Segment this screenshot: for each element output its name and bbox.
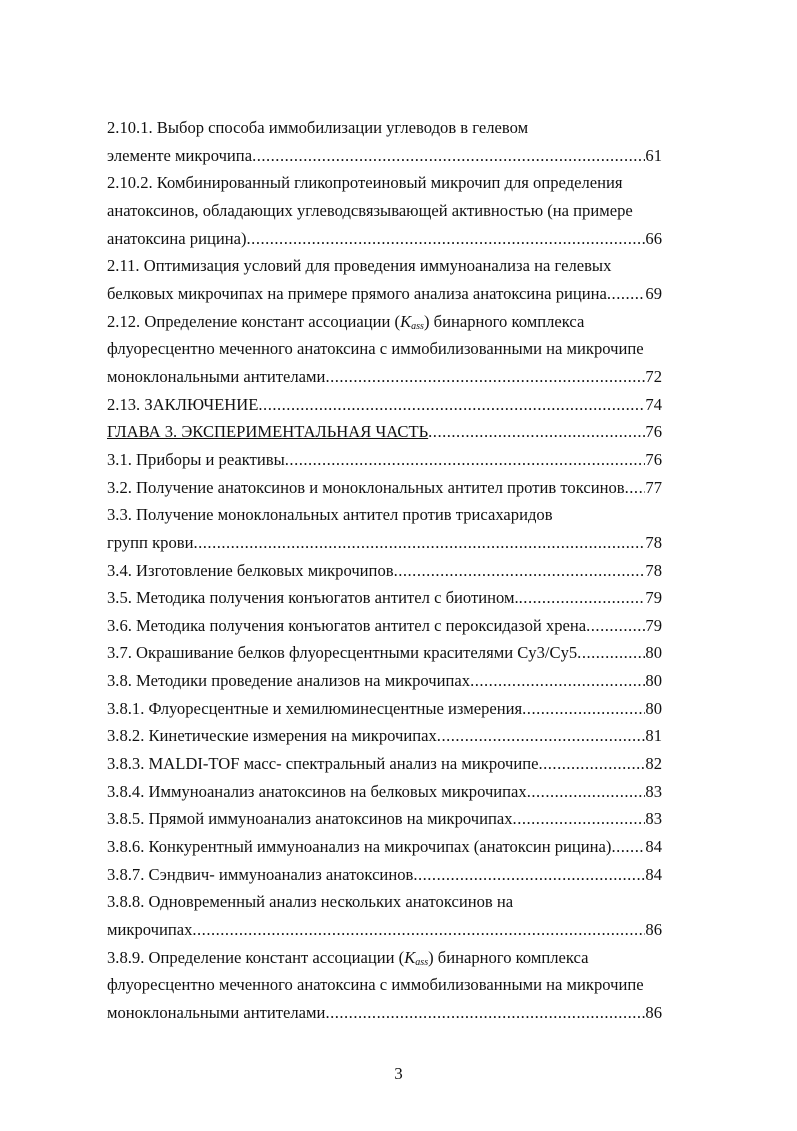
title-text: 3.8.9. Определение констант ассоциации ( — [107, 947, 405, 967]
toc-entry[interactable] — [107, 252, 662, 307]
toc-page-number: 76 — [645, 422, 662, 442]
toc-entry[interactable] — [107, 474, 662, 502]
toc-page-number: 66 — [645, 228, 662, 248]
toc-page-number: 80 — [645, 671, 662, 691]
toc-line — [107, 667, 662, 695]
toc-entry[interactable] — [107, 944, 662, 1027]
toc-entry[interactable] — [107, 722, 662, 750]
toc-page-number: 86 — [645, 920, 662, 940]
toc-page-number: 80 — [645, 698, 662, 718]
toc-line — [107, 612, 662, 640]
toc-entry-title: 3.6. Методика получения конъюгатов антител с пероксидазой хрена — [107, 615, 587, 635]
toc-entry-title: групп крови — [107, 532, 194, 552]
toc-page-number: 79 — [645, 615, 662, 635]
toc-page-number: 78 — [645, 560, 662, 580]
toc-entry-title: 3.8.8. Одновременный анализ нескольких анатоксинов на — [107, 892, 514, 912]
toc-entry-title: 3.1. Приборы и реактивы — [107, 449, 285, 469]
kass-subscript: ass — [415, 956, 429, 968]
kass-constant — [404, 948, 428, 967]
toc-line — [107, 474, 662, 502]
dot-leader — [577, 639, 645, 667]
toc-entry[interactable] — [107, 695, 662, 723]
toc-entry[interactable] — [107, 861, 662, 889]
dot-leader — [607, 280, 646, 308]
toc-line — [107, 971, 662, 999]
toc-line — [107, 833, 662, 861]
toc-entry[interactable] — [107, 612, 662, 640]
toc-entry[interactable] — [107, 557, 662, 585]
kass-subscript: ass — [411, 320, 424, 332]
toc-line — [107, 805, 662, 833]
toc-page-number: 74 — [645, 394, 662, 414]
dot-leader — [527, 778, 646, 806]
toc-entry-title: 3.8.6. Конкурентный иммуноанализ на микрочипах (анатоксин рицина) — [107, 837, 612, 857]
toc-line — [107, 888, 662, 916]
toc-line — [107, 999, 662, 1027]
toc-line — [107, 861, 662, 889]
title-text: ) бинарного комплекса — [428, 947, 589, 967]
toc-line — [107, 335, 662, 363]
toc-page-number: 77 — [645, 477, 662, 497]
toc-entry-title — [107, 944, 588, 972]
toc-entry-title: ГЛАВА 3. ЭКСПЕРИМЕНТАЛЬНАЯ ЧАСТЬ — [107, 422, 429, 442]
toc-entry[interactable] — [107, 446, 662, 474]
toc-line — [107, 363, 662, 391]
toc-entry-title: белковых микрочипах на примере прямого анализа анатоксина рицина — [107, 283, 607, 303]
dot-leader — [192, 916, 645, 944]
toc-line — [107, 446, 662, 474]
toc-page-number: 86 — [645, 1003, 662, 1022]
toc-line — [107, 142, 662, 170]
toc-page-number: 80 — [645, 643, 662, 663]
toc-entry[interactable] — [107, 667, 662, 695]
dot-leader — [394, 557, 646, 585]
dot-leader — [413, 861, 645, 889]
toc-page-number: 81 — [645, 726, 662, 746]
dot-leader — [325, 363, 645, 391]
kass-symbol: K — [400, 311, 412, 331]
toc-entry[interactable] — [107, 805, 662, 833]
toc-entry-title: 3.8.4. Иммуноанализ анатоксинов на белковых микрочипах — [107, 781, 527, 801]
toc-entry-title: 2.13. ЗАКЛЮЧЕНИЕ — [107, 394, 259, 414]
dot-leader — [252, 142, 645, 170]
toc-page-number: 72 — [645, 366, 662, 386]
toc-entry-title: 3.2. Получение анатоксинов и моноклональных антител против токсинов — [107, 477, 625, 497]
toc-entry-title: 3.7. Окрашивание белков флуоресцентными красителями Cy3/Cy5 — [107, 643, 578, 663]
toc-line — [107, 750, 662, 778]
toc-entry[interactable] — [107, 584, 662, 612]
toc-entry-title: 3.8. Методики проведение анализов на микрочипах — [107, 671, 471, 691]
toc-entry-title: анатоксина рицина) — [107, 228, 247, 248]
toc-line — [107, 252, 662, 280]
toc-page-number: 69 — [645, 283, 662, 303]
toc-line — [107, 501, 662, 529]
dot-leader — [519, 584, 646, 612]
toc-line — [107, 280, 662, 308]
toc-entry[interactable] — [107, 750, 662, 778]
toc-page-number: 78 — [645, 532, 662, 552]
toc-line — [107, 197, 662, 225]
dot-leader — [193, 529, 645, 557]
kass-symbol: K — [404, 947, 416, 967]
toc-entry[interactable] — [107, 888, 662, 943]
toc-line — [107, 308, 662, 336]
toc-entry-title: 3.8.3. MALDI-TOF масс- спектральный анализ на микрочипе — [107, 754, 539, 774]
toc-entry-title: моноклональными антителами — [107, 366, 326, 386]
toc-line — [107, 639, 662, 667]
dot-leader — [625, 474, 646, 502]
dot-leader — [325, 999, 645, 1027]
toc-line — [107, 916, 662, 944]
dot-leader — [470, 667, 645, 695]
toc-line — [107, 722, 662, 750]
toc-line — [107, 114, 662, 142]
toc-line — [107, 778, 662, 806]
toc-entry-title: 3.8.2. Кинетические измерения на микрочипах — [107, 726, 437, 746]
toc-line — [107, 225, 662, 253]
dot-leader — [258, 391, 645, 419]
toc-page-number: 76 — [645, 449, 662, 469]
dot-leader — [285, 446, 646, 474]
toc-entry-title: 3.3. Получение моноклональных антител против трисахаридов — [107, 505, 553, 525]
dot-leader — [538, 750, 645, 778]
toc-line — [107, 695, 662, 723]
toc-line — [107, 944, 662, 972]
dot-leader — [428, 418, 645, 446]
title-text: ) бинарного комплекса — [423, 311, 585, 331]
toc-line — [107, 418, 662, 446]
toc-line — [107, 557, 662, 585]
toc-entry-title: 2.10.1. Выбор способа иммобилизации углеводов в гелевом — [107, 118, 529, 137]
toc-page-number: 83 — [645, 809, 662, 829]
toc-line — [107, 169, 662, 197]
toc-entry-title: 3.4. Изготовление белковых микрочипов — [107, 560, 394, 580]
dot-leader — [513, 805, 646, 833]
toc-entry[interactable] — [107, 778, 662, 806]
toc-entry-title: элементе микрочипа — [107, 145, 253, 165]
dot-leader — [437, 722, 646, 750]
toc-page-number: 84 — [645, 837, 662, 857]
toc-entry[interactable] — [107, 391, 662, 419]
dot-leader — [247, 225, 646, 253]
toc-entry-title: моноклональными антителами — [107, 1003, 326, 1022]
toc-entry[interactable] — [107, 169, 662, 252]
dot-leader — [611, 833, 645, 861]
page-number: 3 — [394, 1064, 403, 1083]
toc-entry-title: анатоксинов, обладающих углеводсвязывающей активностью (на примере — [107, 200, 633, 220]
toc-entry-title: 2.11. Оптимизация условий для проведения иммуноанализа на гелевых — [107, 256, 612, 276]
toc-entry-title: 3.5. Методика получения конъюгатов антител с биотином. — [107, 588, 519, 608]
toc-entry[interactable] — [107, 114, 662, 169]
dot-leader — [522, 695, 645, 723]
table-of-contents — [107, 114, 662, 1027]
toc-entry-title: флуоресцентно меченного анатоксина с иммобилизованными на микрочипе — [107, 339, 644, 359]
dot-leader — [586, 612, 645, 640]
toc-entry[interactable] — [107, 308, 662, 391]
toc-entry[interactable] — [107, 418, 662, 446]
toc-line — [107, 584, 662, 612]
toc-line — [107, 391, 662, 419]
toc-page-number: 84 — [645, 864, 662, 884]
toc-entry-title: 2.10.2. Комбинированный гликопротеиновый микрочип для определения — [107, 173, 623, 193]
toc-entry-title: 3.8.1. Флуоресцентные и хемилюминесцентные измерения — [107, 698, 523, 718]
toc-page-number: 83 — [645, 781, 662, 801]
toc-entry-title: микрочипах — [107, 920, 193, 940]
toc-entry-title: 3.8.7. Сэндвич- иммуноанализ анатоксинов — [107, 864, 414, 884]
toc-entry-title: флуоресцентно меченного анатоксина с иммобилизованными на микрочипе — [107, 975, 644, 995]
toc-line — [107, 529, 662, 557]
toc-entry-title — [107, 308, 584, 336]
toc-entry[interactable] — [107, 501, 662, 556]
toc-page-number: 61 — [645, 145, 662, 165]
title-text: 2.12. Определение констант ассоциации ( — [107, 311, 401, 331]
toc-page-number: 79 — [645, 588, 662, 608]
toc-page-number: 82 — [645, 754, 662, 774]
toc-entry-title: 3.8.5. Прямой иммуноанализ анатоксинов на микрочипах — [107, 809, 513, 829]
toc-entry[interactable] — [107, 639, 662, 667]
toc-entry[interactable] — [107, 833, 662, 861]
kass-constant — [400, 312, 424, 331]
